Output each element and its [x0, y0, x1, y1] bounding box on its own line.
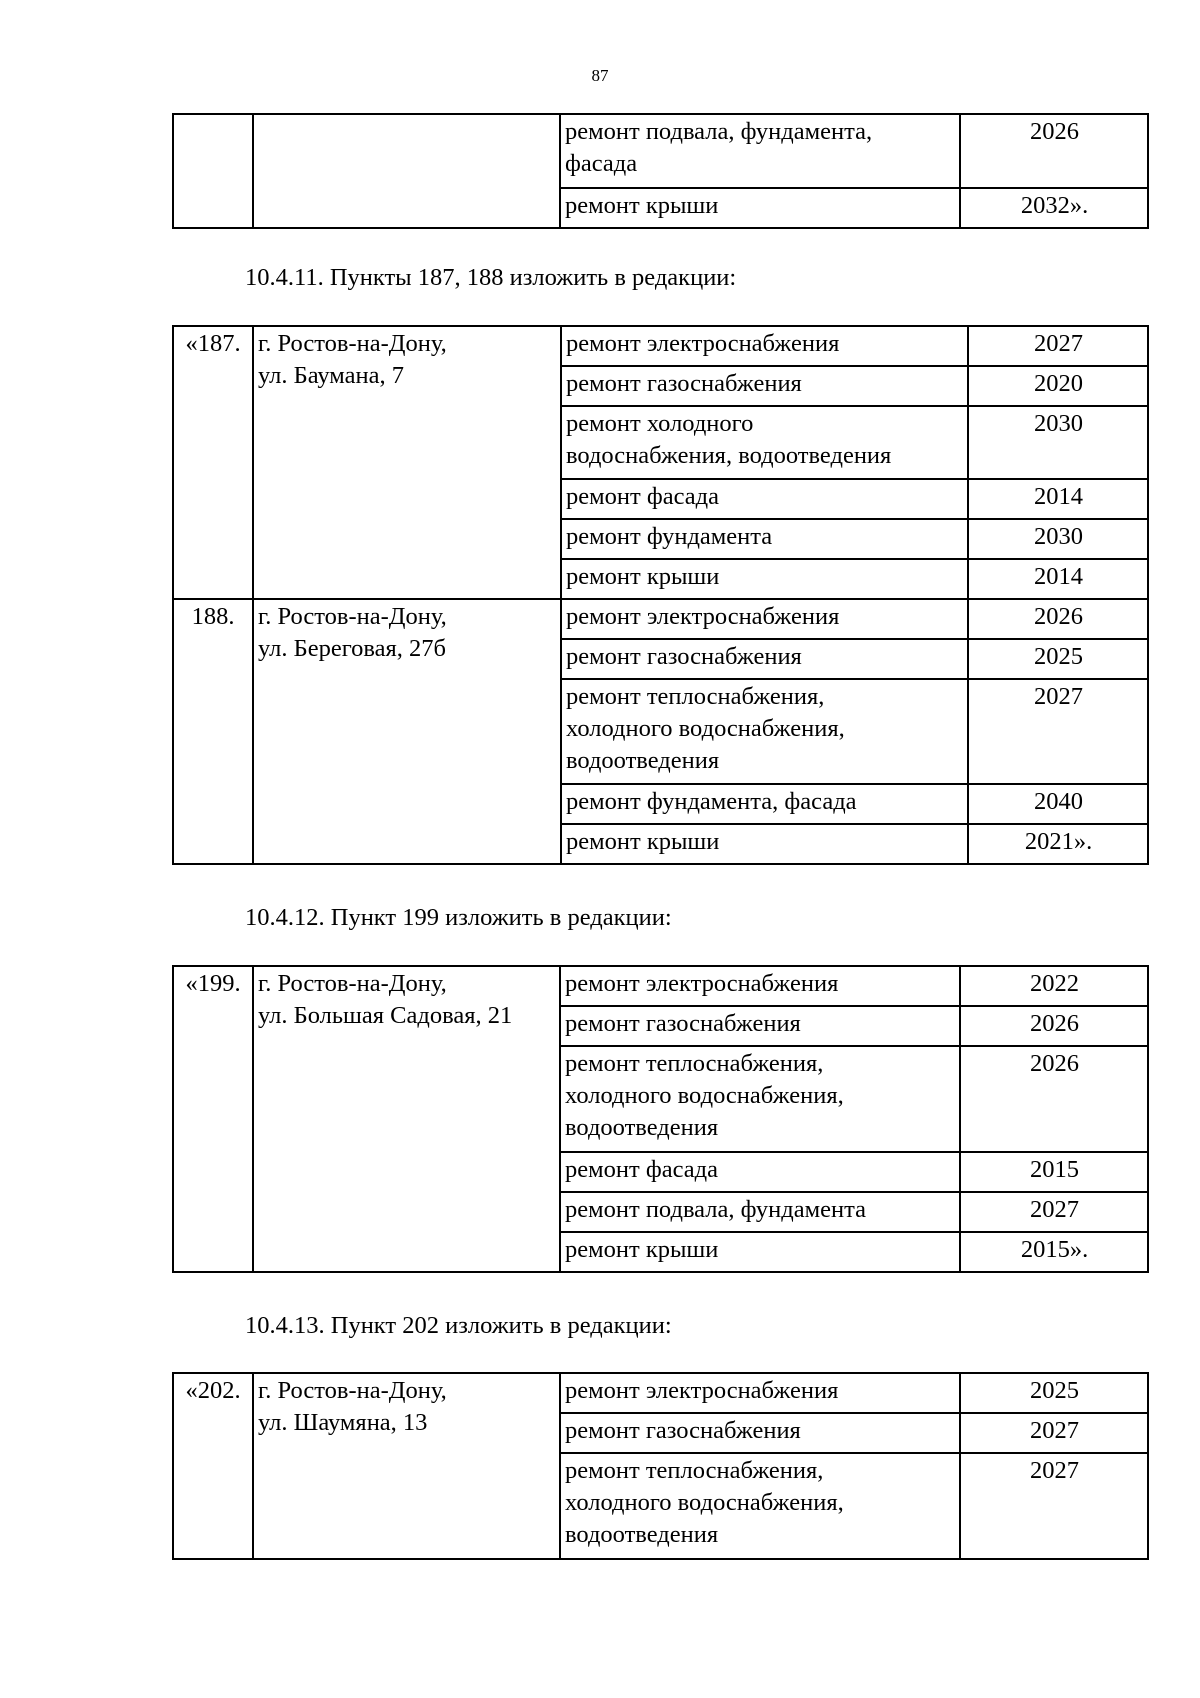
work-cell — [560, 1453, 960, 1559]
table-row — [173, 114, 1148, 188]
work-cell — [561, 406, 968, 479]
work-text: ремонт электроснабжения — [566, 603, 840, 630]
work-text: ремонт газоснабжения — [566, 643, 802, 670]
year-text: 2032». — [1020, 192, 1089, 219]
address-text: г. Ростов-на-Дону, ул. Шаумяна, 13 — [258, 1377, 447, 1436]
year-text: 2022 — [1030, 970, 1079, 997]
address-cell — [253, 114, 560, 228]
year-text: 2027 — [1034, 683, 1083, 710]
year-cell — [960, 966, 1148, 1006]
work-text: ремонт теплоснабжения, холодного водоснабжения, водоотведения — [566, 683, 845, 774]
work-text: ремонт газоснабжения — [565, 1010, 801, 1037]
address-text: г. Ростов-на-Дону, ул. Большая Садовая, 21 — [258, 970, 513, 1029]
work-text: ремонт холодного водоснабжения, водоотведения — [566, 410, 892, 469]
year-cell — [968, 824, 1148, 864]
work-cell — [561, 479, 968, 519]
year-cell — [960, 1046, 1148, 1152]
year-cell — [968, 519, 1148, 559]
item-number-cell — [173, 326, 253, 599]
year-text: 2025 — [1030, 1377, 1079, 1404]
work-cell — [561, 824, 968, 864]
work-cell — [561, 679, 968, 784]
year-text: 2040 — [1034, 788, 1083, 815]
work-text: ремонт подвала, фундамента — [565, 1196, 866, 1223]
work-text: ремонт крыши — [566, 828, 720, 855]
work-cell — [560, 966, 960, 1006]
item-number: 188. — [191, 603, 235, 630]
work-cell — [560, 1232, 960, 1272]
work-text: ремонт фундамента, фасада — [566, 788, 857, 815]
item-number: «202. — [185, 1377, 241, 1404]
page-number: 87 — [591, 66, 609, 85]
year-text: 2026 — [1030, 1010, 1079, 1037]
item-number-cell — [173, 966, 253, 1272]
year-cell — [968, 559, 1148, 599]
work-text: ремонт теплоснабжения, холодного водоснабжения, водоотведения — [565, 1050, 844, 1141]
work-cell — [560, 1413, 960, 1453]
year-cell — [968, 326, 1148, 366]
work-text: ремонт газоснабжения — [565, 1417, 801, 1444]
work-text: ремонт газоснабжения — [566, 370, 802, 397]
work-cell — [560, 1152, 960, 1192]
year-cell — [968, 479, 1148, 519]
year-cell — [960, 1006, 1148, 1046]
table-item-202 — [172, 1372, 1149, 1560]
year-cell — [968, 679, 1148, 784]
work-text: ремонт крыши — [565, 1236, 719, 1263]
year-text: 2026 — [1030, 118, 1079, 145]
work-text: ремонт крыши — [566, 563, 720, 590]
year-cell — [960, 1232, 1148, 1272]
table-row — [173, 599, 1148, 639]
address-cell — [253, 1373, 560, 1559]
year-cell — [968, 366, 1148, 406]
year-cell — [960, 1192, 1148, 1232]
year-text: 2027 — [1030, 1196, 1079, 1223]
paragraph-10-4-11: 10.4.11. Пункты 187, 188 изложить в редакции: — [245, 264, 737, 291]
year-cell — [968, 406, 1148, 479]
year-text: 2026 — [1030, 1050, 1079, 1077]
address-text: г. Ростов-на-Дону, ул. Береговая, 27б — [258, 603, 447, 662]
table-continuation — [172, 113, 1149, 229]
year-text: 2027 — [1034, 330, 1083, 357]
work-text: ремонт фасада — [566, 483, 719, 510]
year-cell — [968, 599, 1148, 639]
year-cell — [960, 1453, 1148, 1559]
work-text: ремонт крыши — [565, 192, 719, 219]
year-cell — [960, 1152, 1148, 1192]
year-text: 2027 — [1030, 1417, 1079, 1444]
work-text: ремонт теплоснабжения, холодного водоснабжения, водоотведения — [565, 1457, 844, 1548]
year-text: 2026 — [1034, 603, 1083, 630]
year-text: 2021». — [1024, 828, 1093, 855]
table-row — [173, 1373, 1148, 1413]
year-cell — [960, 114, 1148, 188]
work-cell — [560, 1046, 960, 1152]
work-cell — [560, 114, 960, 188]
paragraph-10-4-12: 10.4.12. Пункт 199 изложить в редакции: — [245, 904, 672, 931]
year-text: 2014 — [1034, 483, 1083, 510]
year-text: 2030 — [1034, 523, 1083, 550]
table-row — [173, 966, 1148, 1006]
year-cell — [960, 188, 1148, 228]
work-cell — [561, 639, 968, 679]
address-cell — [253, 966, 560, 1272]
paragraph-10-4-13: 10.4.13. Пункт 202 изложить в редакции: — [245, 1312, 672, 1339]
work-cell — [560, 1373, 960, 1413]
address-cell — [253, 326, 561, 599]
item-number: «187. — [185, 330, 241, 357]
year-text: 2025 — [1034, 643, 1083, 670]
year-text: 2014 — [1034, 563, 1083, 590]
work-text: ремонт фасада — [565, 1156, 718, 1183]
year-cell — [960, 1373, 1148, 1413]
table-item-199 — [172, 965, 1149, 1273]
work-cell — [561, 599, 968, 639]
year-text: 2030 — [1034, 410, 1083, 437]
work-cell — [561, 784, 968, 824]
item-number-cell — [173, 599, 253, 864]
year-text: 2015 — [1030, 1156, 1079, 1183]
work-cell — [560, 1006, 960, 1046]
work-text: ремонт электроснабжения — [565, 1377, 839, 1404]
address-text: г. Ростов-на-Дону, ул. Баумана, 7 — [258, 330, 447, 389]
work-text: ремонт электроснабжения — [565, 970, 839, 997]
item-number: «199. — [185, 970, 241, 997]
work-text: ремонт фундамента — [566, 523, 773, 550]
work-cell — [561, 519, 968, 559]
table-row — [173, 326, 1148, 366]
work-cell — [560, 188, 960, 228]
work-cell — [560, 1192, 960, 1232]
year-cell — [968, 639, 1148, 679]
table-items-187-188 — [172, 325, 1149, 865]
item-number-cell — [173, 114, 253, 228]
year-text: 2015». — [1020, 1236, 1089, 1263]
year-cell — [968, 784, 1148, 824]
item-number-cell — [173, 1373, 253, 1559]
year-text: 2027 — [1030, 1457, 1079, 1484]
work-text: ремонт подвала, фундамента, фасада — [565, 118, 873, 177]
work-cell — [561, 559, 968, 599]
work-text: ремонт электроснабжения — [566, 330, 840, 357]
address-cell — [253, 599, 561, 864]
year-text: 2020 — [1034, 370, 1083, 397]
work-cell — [561, 366, 968, 406]
year-cell — [960, 1413, 1148, 1453]
work-cell — [561, 326, 968, 366]
